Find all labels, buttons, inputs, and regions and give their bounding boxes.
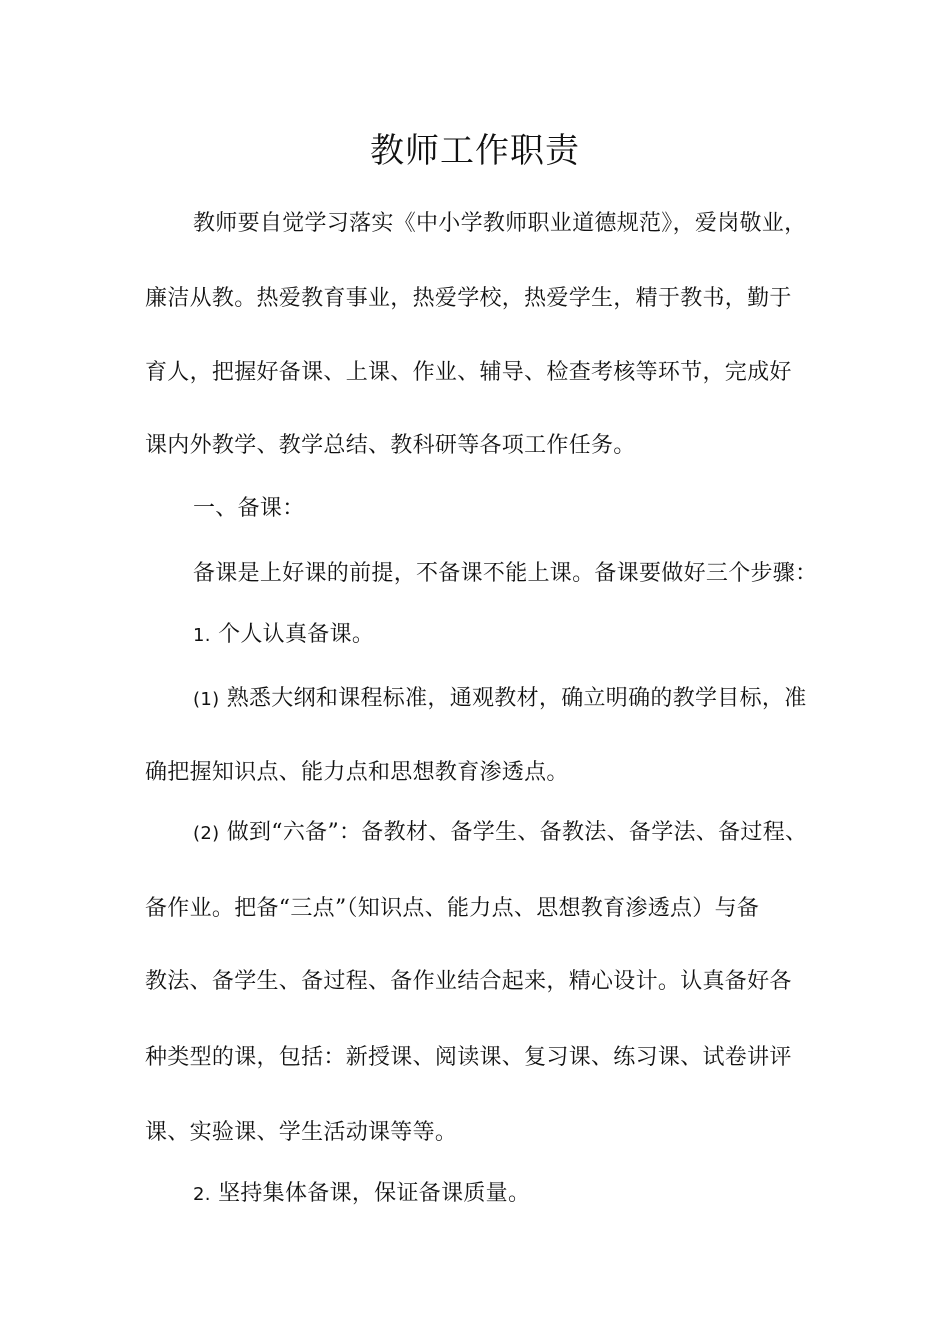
item-2-line-4: 种类型的课，包括：新授课、阅读课、复习课、练习课、试卷讲评 (145, 1045, 792, 1070)
intro-line-1: 教师要自觉学习落实《中小学教师职业道德规范》，爱岗敬业， (193, 211, 807, 236)
item-1-number: (1) (193, 689, 220, 710)
step-1 (193, 620, 374, 651)
intro-line-2: 廉洁从教。热爱教育事业，热爱学校，热爱学生，精于教书，勤于 (145, 286, 792, 311)
item-2-line-2: 备作业。把备“三点”（知识点、能力点、思想教育渗透点）与备 (145, 896, 760, 921)
document-title: 教师工作职责 (370, 131, 580, 171)
section-heading-prep: 一、备课： (193, 496, 305, 521)
step-2 (193, 1179, 530, 1210)
step-1-text: 个人认真备课。 (218, 622, 375, 647)
item-2-line-1 (193, 818, 807, 849)
item-1-text: 熟悉大纲和课程标准，通观教材，确立明确的教学目标，准 (226, 686, 807, 711)
intro-line-3: 育人，把握好备课、上课、作业、辅导、检查考核等环节，完成好 (145, 360, 792, 385)
step-2-number: 2. (193, 1184, 211, 1205)
item-2-line-5: 课、实验课、学生活动课等等。 (145, 1120, 458, 1145)
item-1-line-1 (193, 684, 807, 715)
section-lead: 备课是上好课的前提，不备课不能上课。备课要做好三个步骤： (193, 561, 818, 586)
item-1-line-2: 确把握知识点、能力点和思想教育渗透点。 (145, 760, 569, 785)
item-2-number: (2) (193, 823, 220, 844)
step-1-number: 1. (193, 625, 211, 646)
item-2-line-3: 教法、备学生、备过程、备作业结合起来，精心设计。认真备好各 (145, 969, 792, 994)
intro-line-4: 课内外教学、教学总结、教科研等各项工作任务。 (145, 433, 636, 458)
step-2-text: 坚持集体备课，保证备课质量。 (218, 1181, 531, 1206)
item-2-text: 做到“六备”：备教材、备学生、备教法、备学法、备过程、 (226, 820, 808, 845)
